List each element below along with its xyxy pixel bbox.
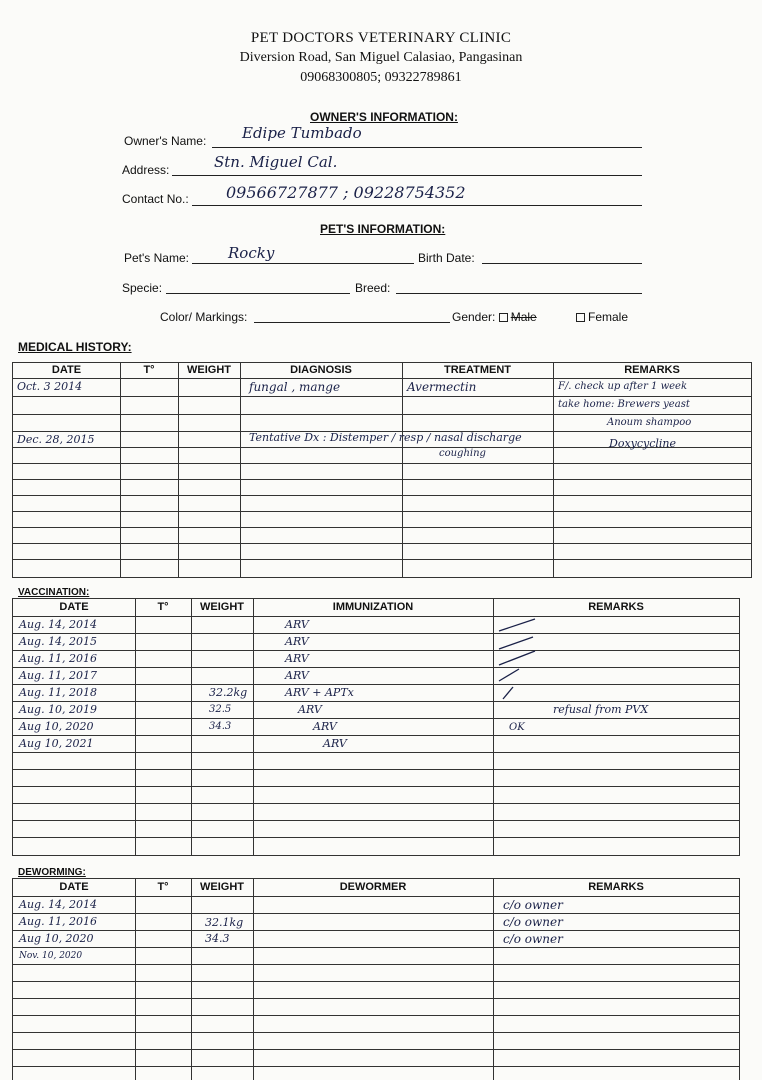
deworming-remark-2: c/o owner: [503, 915, 563, 929]
deworming-table: [12, 878, 740, 1080]
vaccination-date-3: Aug. 11, 2016: [19, 652, 98, 665]
breed-label: Breed:: [355, 281, 391, 295]
gender-text: Gender:: [452, 310, 496, 324]
medical-row1-remark2: take home: Brewers yeast: [558, 399, 690, 410]
clinic-phones: 09068300805; 09322789861: [300, 70, 462, 85]
vaccination-remark-6: refusal from PVX: [553, 703, 649, 716]
vaccination-weight-7: 34.3: [209, 721, 232, 732]
address-value: Stn. Miguel Cal.: [214, 153, 338, 171]
deworming-date-4: Nov. 10, 2020: [19, 951, 83, 961]
deworming-date-2: Aug. 11, 2016: [19, 915, 98, 928]
medical-col-date: DATE: [51, 364, 82, 376]
deworming-date-3: Aug 10, 2020: [19, 932, 94, 945]
vaccination-date-4: Aug. 11, 2017: [19, 669, 98, 682]
vaccination-col-remarks: REMARKS: [588, 601, 644, 613]
pet-name-value: Rocky: [228, 244, 275, 262]
male-checkbox[interactable]: [499, 313, 508, 322]
medical-col-weight: WEIGHT: [187, 364, 231, 376]
medical-row1-remark1: F/. check up after 1 week: [558, 381, 688, 392]
female-label: Female: [588, 310, 629, 324]
contact-value: 09566727877 ; 09228754352: [226, 183, 466, 202]
vaccination-check-marks: [497, 617, 577, 717]
vaccination-date-5: Aug. 11, 2018: [19, 686, 98, 699]
vaccination-immunization-2: ARV: [285, 635, 309, 648]
contact-line: [192, 205, 642, 206]
deworming-date-1: Aug. 14, 2014: [19, 898, 98, 911]
owner-name-value: Edipe Tumbado: [242, 124, 362, 142]
vaccination-col-immunization: IMMUNIZATION: [332, 601, 414, 613]
medical-row1-remark3: Anoum shampoo: [607, 417, 692, 428]
vaccination-col-weight: WEIGHT: [200, 601, 244, 613]
deworming-remark-1: c/o owner: [503, 898, 563, 912]
vaccination-immunization-3: ARV: [285, 652, 309, 665]
vaccination-date-8: Aug 10, 2021: [19, 737, 94, 750]
deworming-col-temp: T°: [157, 881, 169, 893]
vaccination-weight-6: 32.5: [209, 704, 232, 715]
vaccination-remark-7: OK: [509, 722, 525, 733]
owner-name-line: [212, 147, 642, 148]
medical-col-treatment: TREATMENT: [443, 364, 511, 376]
pet-section-title: PET'S INFORMATION:: [320, 222, 446, 236]
vaccination-date-1: Aug. 14, 2014: [19, 618, 98, 631]
owner-name-label: Owner's Name:: [124, 134, 207, 148]
medical-history-table: [12, 362, 752, 578]
vaccination-immunization-7: ARV: [313, 720, 337, 733]
owner-section-title: OWNER'S INFORMATION:: [310, 110, 458, 124]
medical-history-title: MEDICAL HISTORY:: [18, 340, 132, 354]
specie-line: [166, 293, 350, 294]
medical-row1-treatment: Avermectin: [407, 380, 477, 394]
vaccination-immunization-8: ARV: [323, 737, 347, 750]
deworming-remark-3: c/o owner: [503, 932, 563, 946]
address-label: Address:: [122, 163, 170, 177]
medical-row3-diagnosis-cont: coughing: [439, 448, 486, 459]
color-markings-label: Color/ Markings:: [160, 310, 248, 324]
color-markings-line: [254, 322, 450, 323]
medical-row3-remark: Doxycycline: [609, 437, 677, 450]
vaccination-weight-5: 32.2kg: [209, 686, 248, 699]
deworming-col-date: DATE: [59, 881, 89, 893]
gender-label: [452, 310, 537, 324]
medical-col-diagnosis: DIAGNOSIS: [290, 364, 352, 376]
medical-col-temp: T°: [143, 364, 155, 376]
female-option: [576, 310, 628, 324]
medical-row1-date: Oct. 3 2014: [17, 380, 83, 393]
birth-date-line: [482, 263, 642, 264]
specie-label: Specie:: [122, 281, 163, 295]
breed-line: [396, 293, 642, 294]
medical-row1-diagnosis: fungal , mange: [249, 380, 341, 394]
vaccination-col-temp: T°: [157, 601, 169, 613]
clinic-name: PET DOCTORS VETERINARY CLINIC: [250, 30, 512, 46]
vaccination-title: VACCINATION:: [18, 587, 90, 598]
medical-row3-diagnosis: Tentative Dx : Distemper / resp / nasal discharge: [249, 431, 522, 444]
deworming-weight-3: 34.3: [205, 932, 230, 945]
deworming-title: DEWORMING:: [18, 867, 86, 878]
clinic-address: Diversion Road, San Miguel Calasiao, Pangasinan: [239, 50, 523, 65]
vaccination-immunization-6: ARV: [298, 703, 322, 716]
vaccination-immunization-5: ARV + APTx: [285, 686, 354, 699]
vaccination-immunization-1: ARV: [285, 618, 309, 631]
deworming-weight-2: 32.1kg: [205, 916, 244, 929]
vaccination-immunization-4: ARV: [285, 669, 309, 682]
vaccination-col-date: DATE: [59, 601, 89, 613]
vaccination-table: [12, 598, 740, 856]
pet-name-label: Pet's Name:: [124, 251, 189, 265]
pet-name-line: [192, 263, 414, 264]
vaccination-date-2: Aug. 14, 2015: [19, 635, 98, 648]
male-label: Male: [510, 310, 537, 324]
deworming-col-dewormer: DEWORMER: [339, 881, 407, 893]
contact-label: Contact No.:: [122, 192, 189, 206]
vaccination-date-6: Aug. 10, 2019: [19, 703, 98, 716]
deworming-col-remarks: REMARKS: [588, 881, 644, 893]
birth-date-label: Birth Date:: [418, 251, 475, 265]
medical-col-remarks: REMARKS: [624, 364, 680, 376]
female-checkbox[interactable]: [576, 313, 585, 322]
vaccination-date-7: Aug 10, 2020: [19, 720, 94, 733]
address-line: [172, 175, 642, 176]
deworming-col-weight: WEIGHT: [200, 881, 244, 893]
medical-row3-date: Dec. 28, 2015: [17, 433, 95, 446]
